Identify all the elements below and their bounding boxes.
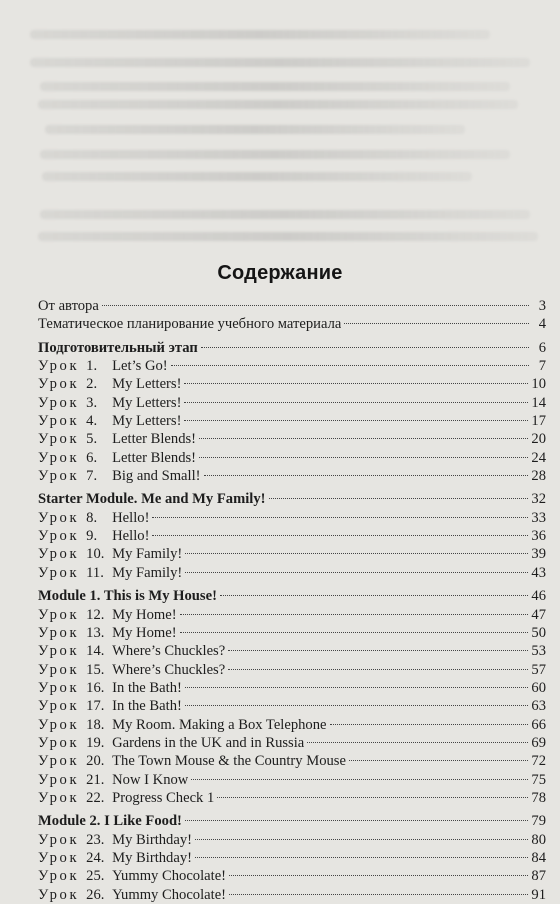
dot-leader bbox=[349, 760, 528, 761]
dot-leader bbox=[152, 535, 528, 536]
dot-leader bbox=[307, 742, 528, 743]
lesson-prefix: Урок bbox=[38, 509, 80, 526]
toc-row bbox=[38, 430, 546, 448]
lesson-number: 8. bbox=[86, 509, 98, 526]
lesson-number: 9. bbox=[86, 528, 98, 545]
toc-entry-label bbox=[38, 716, 327, 734]
toc-row bbox=[38, 716, 546, 734]
toc-entry-label bbox=[38, 642, 225, 660]
toc-entry-label bbox=[38, 467, 201, 485]
lesson-prefix: Урок bbox=[38, 849, 80, 866]
toc-row bbox=[38, 297, 546, 315]
dot-leader bbox=[344, 323, 529, 324]
toc-row bbox=[38, 642, 546, 660]
page-number: 33 bbox=[531, 509, 546, 526]
lesson-number: 13. bbox=[86, 624, 105, 641]
toc-entry-label bbox=[38, 527, 149, 545]
dot-leader bbox=[195, 839, 528, 840]
lesson-number: 22. bbox=[86, 789, 105, 806]
lesson-prefix: Урок bbox=[38, 753, 80, 770]
lesson-title: Letter Blends! bbox=[112, 449, 197, 466]
lesson-title: The Town Mouse & the Country Mouse bbox=[112, 753, 346, 770]
lesson-title: My Letters! bbox=[112, 376, 182, 393]
lesson-title: Where’s Chuckles? bbox=[112, 661, 226, 678]
toc-entry-label bbox=[38, 357, 168, 375]
toc-row bbox=[38, 527, 546, 545]
lesson-title: My Room. Making a Box Telephone bbox=[112, 716, 327, 733]
dot-leader bbox=[220, 595, 528, 596]
lesson-prefix: Урок bbox=[38, 643, 80, 660]
lesson-number: 18. bbox=[86, 716, 105, 733]
dot-leader bbox=[204, 475, 529, 476]
toc-row bbox=[38, 467, 546, 485]
page-number: 20 bbox=[531, 431, 546, 448]
toc-section-row bbox=[38, 812, 546, 830]
page-number: 50 bbox=[531, 624, 546, 641]
toc-entry-label bbox=[38, 867, 226, 885]
dot-leader bbox=[180, 632, 529, 633]
page-number: 10 bbox=[531, 376, 546, 393]
toc-row bbox=[38, 734, 546, 752]
page-number: 87 bbox=[531, 868, 546, 885]
dot-leader bbox=[184, 402, 528, 403]
page-number: 91 bbox=[531, 886, 546, 903]
lesson-title: Yummy Chocolate! bbox=[112, 868, 227, 885]
dot-leader bbox=[185, 687, 529, 688]
toc-section-row bbox=[38, 587, 546, 605]
toc-row bbox=[38, 394, 546, 412]
page-number: 53 bbox=[531, 643, 546, 660]
toc-entry-label bbox=[38, 449, 196, 467]
toc-section-row bbox=[38, 490, 546, 508]
toc-row bbox=[38, 752, 546, 770]
entry-title: Тематическое планирование учебного материала bbox=[38, 316, 342, 333]
toc-entry-label bbox=[38, 564, 182, 582]
toc-row bbox=[38, 789, 546, 807]
lesson-prefix: Урок bbox=[38, 468, 80, 485]
lesson-number: 15. bbox=[86, 661, 105, 678]
page-number: 24 bbox=[531, 449, 546, 466]
lesson-number: 16. bbox=[86, 679, 105, 696]
lesson-title: My Letters! bbox=[112, 413, 182, 430]
lesson-number: 20. bbox=[86, 753, 105, 770]
lesson-prefix: Урок bbox=[38, 394, 80, 411]
lesson-prefix: Урок bbox=[38, 716, 80, 733]
toc-row bbox=[38, 886, 546, 904]
lesson-prefix: Урок bbox=[38, 661, 80, 678]
dot-leader bbox=[228, 669, 528, 670]
lesson-prefix: Урок bbox=[38, 606, 80, 623]
dot-leader bbox=[229, 894, 528, 895]
dot-leader bbox=[330, 724, 529, 725]
lesson-number: 19. bbox=[86, 734, 105, 751]
lesson-title: Big and Small! bbox=[112, 468, 201, 485]
lesson-prefix: Урок bbox=[38, 564, 80, 581]
lesson-number: 26. bbox=[86, 886, 105, 903]
lesson-number: 21. bbox=[86, 771, 105, 788]
lesson-number: 25. bbox=[86, 868, 105, 885]
toc-entry-label bbox=[38, 509, 149, 527]
lesson-prefix: Урок bbox=[38, 831, 80, 848]
dot-leader bbox=[185, 705, 529, 706]
lesson-title: In the Bath! bbox=[112, 698, 182, 715]
toc-entry-label bbox=[38, 734, 304, 752]
toc-row bbox=[38, 449, 546, 467]
page-number: 47 bbox=[531, 606, 546, 623]
toc-section-row bbox=[38, 339, 546, 357]
lesson-title: My Letters! bbox=[112, 394, 182, 411]
entry-title: От автора bbox=[38, 298, 99, 314]
page-number: 78 bbox=[531, 789, 546, 806]
toc-entry-label bbox=[38, 315, 341, 333]
page-number: 6 bbox=[538, 339, 546, 356]
toc-row bbox=[38, 375, 546, 393]
lesson-prefix: Урок bbox=[38, 698, 80, 715]
toc-row bbox=[38, 624, 546, 642]
toc-entry-label bbox=[38, 679, 182, 697]
page-number: 39 bbox=[531, 546, 546, 563]
toc-row bbox=[38, 771, 546, 789]
lesson-number: 11. bbox=[86, 564, 104, 581]
dot-leader bbox=[185, 572, 528, 573]
lesson-title: My Family! bbox=[112, 564, 183, 581]
toc-row bbox=[38, 412, 546, 430]
toc-entry-label bbox=[38, 297, 99, 315]
page-number: 32 bbox=[531, 491, 546, 508]
toc-entry-label bbox=[38, 375, 181, 393]
dot-leader bbox=[199, 438, 528, 439]
section-title: Module 1. This is My House! bbox=[38, 588, 217, 605]
dot-leader bbox=[184, 420, 528, 421]
page-number: 69 bbox=[531, 734, 546, 751]
lesson-title: Letter Blends! bbox=[112, 431, 197, 448]
toc-row bbox=[38, 697, 546, 715]
lesson-title: My Home! bbox=[112, 624, 177, 641]
dot-leader bbox=[180, 614, 529, 615]
toc-entry-label bbox=[38, 661, 225, 679]
toc-entry-label bbox=[38, 430, 196, 448]
dot-leader bbox=[102, 305, 529, 306]
toc-row bbox=[38, 564, 546, 582]
dot-leader bbox=[229, 875, 528, 876]
page-title: Содержание bbox=[217, 262, 343, 284]
lesson-prefix: Урок bbox=[38, 624, 80, 641]
toc-row bbox=[38, 315, 546, 333]
lesson-number: 5. bbox=[86, 431, 98, 448]
lesson-title: Where’s Chuckles? bbox=[112, 643, 226, 660]
lesson-prefix: Урок bbox=[38, 358, 80, 375]
toc-row bbox=[38, 679, 546, 697]
toc-row bbox=[38, 545, 546, 563]
lesson-prefix: Урок bbox=[38, 868, 80, 885]
page-number: 28 bbox=[531, 468, 546, 485]
lesson-number: 6. bbox=[86, 449, 98, 466]
lesson-prefix: Урок bbox=[38, 734, 80, 751]
lesson-prefix: Урок bbox=[38, 789, 80, 806]
lesson-number: 10. bbox=[86, 546, 105, 563]
lesson-prefix: Урок bbox=[38, 449, 80, 466]
dot-leader bbox=[185, 553, 528, 554]
lesson-title: In the Bath! bbox=[112, 679, 182, 696]
dot-leader bbox=[171, 365, 529, 366]
section-title: Module 2. I Like Food! bbox=[38, 813, 182, 830]
toc-row bbox=[38, 831, 546, 849]
lesson-prefix: Урок bbox=[38, 886, 80, 903]
dot-leader bbox=[184, 383, 528, 384]
lesson-number: 24. bbox=[86, 849, 105, 866]
toc-entry-label bbox=[38, 412, 181, 430]
lesson-number: 14. bbox=[86, 643, 105, 660]
table-of-contents bbox=[38, 297, 546, 904]
lesson-title: Progress Check 1 bbox=[112, 789, 215, 806]
toc-entry-label bbox=[38, 812, 182, 830]
toc-row bbox=[38, 357, 546, 375]
dot-leader bbox=[269, 498, 529, 499]
lesson-title: My Family! bbox=[112, 546, 183, 563]
toc-entry-label bbox=[38, 697, 182, 715]
page-number: 75 bbox=[531, 771, 546, 788]
dot-leader bbox=[152, 517, 528, 518]
toc-entry-label bbox=[38, 849, 192, 867]
toc-entry-label bbox=[38, 606, 177, 624]
lesson-title: My Birthday! bbox=[112, 831, 192, 848]
lesson-prefix: Урок bbox=[38, 679, 80, 696]
toc-entry-label bbox=[38, 587, 217, 605]
section-title: Starter Module. Me and My Family! bbox=[38, 491, 266, 508]
page-number: 14 bbox=[531, 394, 546, 411]
lesson-number: 1. bbox=[86, 358, 98, 375]
page-number: 7 bbox=[538, 358, 546, 375]
lesson-number: 3. bbox=[86, 394, 98, 411]
toc-row bbox=[38, 849, 546, 867]
toc-row bbox=[38, 661, 546, 679]
dot-leader bbox=[199, 457, 528, 458]
page-number: 80 bbox=[531, 831, 546, 848]
dot-leader bbox=[217, 797, 528, 798]
lesson-title: Hello! bbox=[112, 509, 150, 526]
dot-leader bbox=[201, 347, 529, 348]
toc-entry-label bbox=[38, 490, 266, 508]
page-number: 66 bbox=[531, 716, 546, 733]
toc-entry-label bbox=[38, 831, 192, 849]
section-title: Подготовительный этап bbox=[38, 339, 198, 356]
lesson-title: My Home! bbox=[112, 606, 177, 623]
toc-entry-label bbox=[38, 886, 226, 904]
dot-leader bbox=[191, 779, 528, 780]
page-number: 63 bbox=[531, 698, 546, 715]
page-number: 46 bbox=[531, 588, 546, 605]
lesson-prefix: Урок bbox=[38, 376, 80, 393]
lesson-title: My Birthday! bbox=[112, 849, 192, 866]
page-number: 57 bbox=[531, 661, 546, 678]
toc-entry-label bbox=[38, 545, 182, 563]
page-number: 3 bbox=[538, 298, 546, 314]
toc-row bbox=[38, 867, 546, 885]
lesson-number: 2. bbox=[86, 376, 98, 393]
toc-entry-label bbox=[38, 339, 198, 357]
lesson-title: Hello! bbox=[112, 528, 150, 545]
lesson-title: Now I Know bbox=[112, 771, 189, 788]
lesson-number: 7. bbox=[86, 468, 98, 485]
toc-row bbox=[38, 509, 546, 527]
page-number: 60 bbox=[531, 679, 546, 696]
toc-entry-label bbox=[38, 771, 188, 789]
lesson-number: 12. bbox=[86, 606, 105, 623]
page-number: 4 bbox=[538, 316, 546, 333]
lesson-prefix: Урок bbox=[38, 413, 80, 430]
lesson-number: 23. bbox=[86, 831, 105, 848]
page-number: 43 bbox=[531, 564, 546, 581]
toc-row bbox=[38, 606, 546, 624]
dot-leader bbox=[185, 820, 528, 821]
lesson-number: 4. bbox=[86, 413, 98, 430]
page-number: 84 bbox=[531, 849, 546, 866]
lesson-prefix: Урок bbox=[38, 771, 80, 788]
toc-entry-label bbox=[38, 752, 346, 770]
toc-entry-label bbox=[38, 624, 177, 642]
show-through-text bbox=[0, 0, 560, 255]
toc-entry-label bbox=[38, 789, 214, 807]
page-number: 72 bbox=[531, 753, 546, 770]
lesson-title: Let’s Go! bbox=[112, 358, 168, 375]
dot-leader bbox=[195, 857, 528, 858]
dot-leader bbox=[228, 650, 528, 651]
lesson-prefix: Урок bbox=[38, 546, 80, 563]
page-number: 79 bbox=[531, 813, 546, 830]
lesson-title: Yummy Chocolate! bbox=[112, 886, 227, 903]
toc-entry-label bbox=[38, 394, 181, 412]
lesson-title: Gardens in the UK and in Russia bbox=[112, 734, 305, 751]
page-number: 36 bbox=[531, 528, 546, 545]
lesson-prefix: Урок bbox=[38, 431, 80, 448]
lesson-prefix: Урок bbox=[38, 528, 80, 545]
page-number: 17 bbox=[531, 413, 546, 430]
lesson-number: 17. bbox=[86, 698, 105, 715]
